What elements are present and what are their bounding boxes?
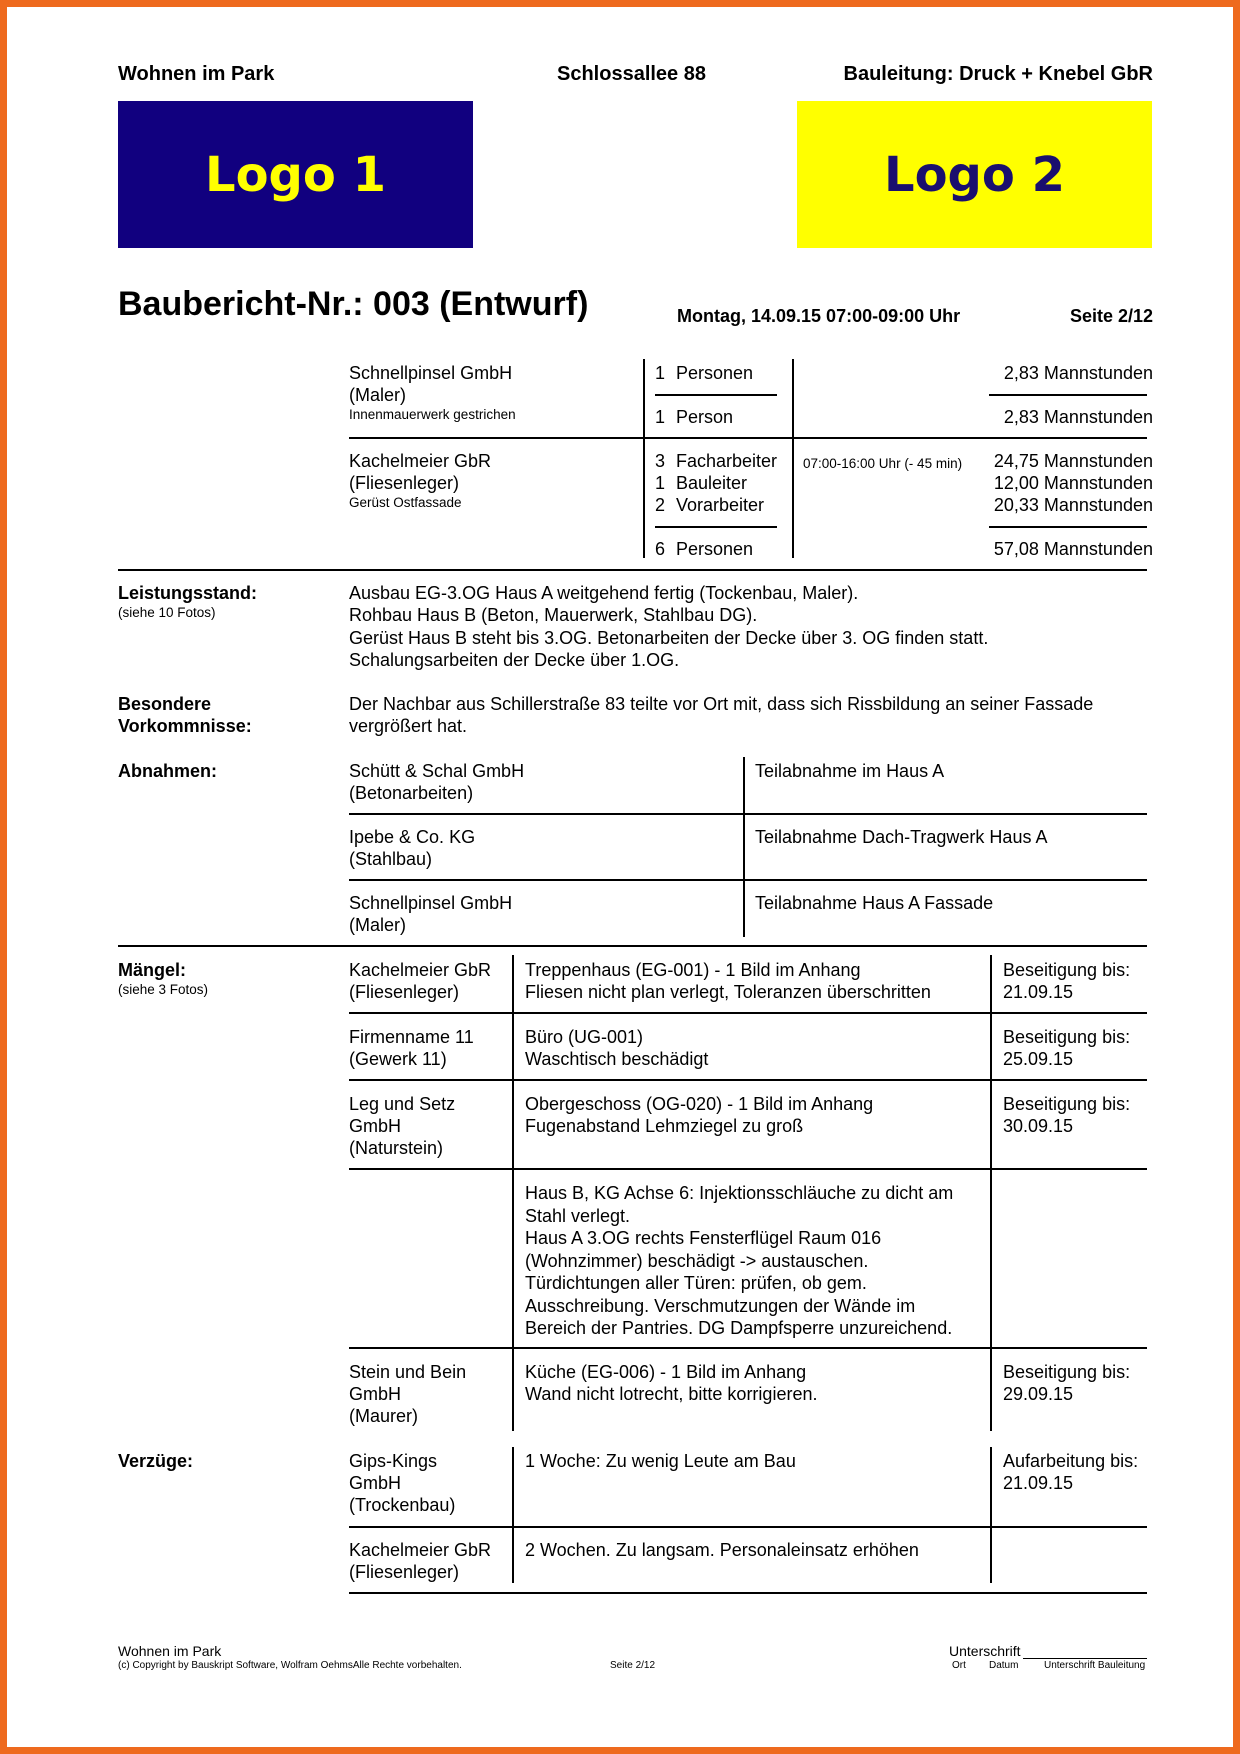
report-page-number: Seite 2/12 bbox=[1069, 306, 1153, 326]
defect-due-date: 29.09.15 bbox=[1003, 1384, 1074, 1404]
defect-location: Obergeschoss (OG-020) - 1 Bild im Anhang bbox=[525, 1094, 874, 1114]
defect-due-date: 30.09.15 bbox=[1003, 1116, 1074, 1136]
defect-due-label: Beseitigung bis: bbox=[1003, 1094, 1131, 1114]
divider bbox=[512, 1447, 514, 1583]
signature-label: Unterschrift bbox=[949, 1643, 1021, 1659]
divider bbox=[990, 1447, 992, 1583]
man-hours: 24,75 Mannstunden bbox=[993, 451, 1153, 471]
defect-location: Treppenhaus (EG-001) - 1 Bild im Anhang bbox=[525, 960, 861, 980]
acceptance-label: Abnahmen: bbox=[118, 761, 217, 781]
subtotal-rule bbox=[989, 394, 1147, 396]
company-trade: (Fliesenleger) bbox=[349, 473, 460, 493]
company-note: Innenmauerwerk gestrichen bbox=[349, 407, 516, 422]
defect-description: Waschtisch beschädigt bbox=[525, 1049, 709, 1069]
delay-due-label: Aufarbeitung bis: bbox=[1003, 1451, 1139, 1471]
progress-text: Rohbau Haus B (Beton, Mauerwerk, Stahlbau DG). bbox=[349, 605, 758, 625]
row-divider bbox=[349, 1012, 1147, 1014]
staff-role-total: Person bbox=[676, 407, 734, 427]
delay-due-date: 21.09.15 bbox=[1003, 1473, 1074, 1493]
defects-photos: (siehe 3 Fotos) bbox=[118, 982, 209, 997]
acceptance-text: Teilabnahme Haus A Fassade bbox=[755, 893, 994, 913]
defect-description: Stahl verlegt. bbox=[525, 1206, 631, 1226]
man-hours: 2,83 Mannstunden bbox=[1003, 363, 1153, 383]
defect-trade: (Maurer) bbox=[349, 1406, 419, 1426]
staff-count: 2 bbox=[655, 495, 666, 515]
incidents-text: Der Nachbar aus Schillerstraße 83 teilte vor Ort mit, dass sich Rissbildung an seiner Fassade bbox=[349, 694, 1094, 714]
progress-text: Gerüst Haus B steht bis 3.OG. Betonarbeiten der Decke über 3. OG finden statt. bbox=[349, 628, 989, 648]
defect-firm: Kachelmeier GbR bbox=[349, 960, 492, 980]
defect-firm: GmbH bbox=[349, 1384, 402, 1404]
footer-copyright: (c) Copyright by Bauskript Software, Wolfram OehmsAlle Rechte vorbehalten. bbox=[118, 1660, 462, 1671]
defect-description: (Wohnzimmer) beschädigt -> austauschen. bbox=[525, 1251, 869, 1271]
staff-count-total: 6 bbox=[655, 539, 666, 559]
delay-trade: (Fliesenleger) bbox=[349, 1562, 460, 1582]
delay-firm: GmbH bbox=[349, 1473, 402, 1493]
defect-description: Wand nicht lotrecht, bitte korrigieren. bbox=[525, 1384, 818, 1404]
defect-description: Ausschreibung. Verschmutzungen der Wände im bbox=[525, 1296, 916, 1316]
delays-label: Verzüge: bbox=[118, 1451, 194, 1471]
man-hours: 20,33 Mannstunden bbox=[993, 495, 1153, 515]
acceptance-trade: (Stahlbau) bbox=[349, 849, 433, 869]
staff-role: Vorarbeiter bbox=[676, 495, 765, 515]
staff-count: 3 bbox=[655, 451, 666, 471]
logo-2-text: Logo 2 bbox=[883, 146, 1065, 203]
subtotal-rule bbox=[655, 394, 777, 396]
report-datetime: Montag, 14.09.15 07:00-09:00 Uhr bbox=[677, 306, 961, 326]
defect-trade: (Fliesenleger) bbox=[349, 982, 460, 1002]
defect-description: Fugenabstand Lehmziegel zu groß bbox=[525, 1116, 804, 1136]
section-divider bbox=[118, 945, 1147, 947]
logo-1-text: Logo 1 bbox=[204, 146, 386, 203]
work-time: 07:00-16:00 Uhr (- 45 min) bbox=[803, 456, 963, 471]
defect-description: Haus B, KG Achse 6: Injektionsschläuche zu dicht am bbox=[525, 1183, 954, 1203]
defect-due-label: Beseitigung bis: bbox=[1003, 1027, 1131, 1047]
progress-text: Ausbau EG-3.OG Haus A weitgehend fertig (Tockenbau, Maler). bbox=[349, 583, 859, 603]
defect-trade: (Naturstein) bbox=[349, 1138, 444, 1158]
defect-due-date: 25.09.15 bbox=[1003, 1049, 1074, 1069]
staff-count-total: 1 bbox=[655, 407, 666, 427]
progress-label: Leistungsstand: bbox=[118, 583, 258, 603]
signature-place: Ort bbox=[952, 1660, 966, 1671]
signature-date: Datum bbox=[989, 1660, 1019, 1671]
row-divider bbox=[349, 1347, 1147, 1349]
signature-line bbox=[1023, 1658, 1147, 1659]
acceptance-trade: (Betonarbeiten) bbox=[349, 783, 474, 803]
defect-description: Bereich der Pantries. DG Dampfsperre unzureichend. bbox=[525, 1318, 953, 1338]
signature-role: Unterschrift Bauleitung bbox=[1044, 1660, 1146, 1671]
divider bbox=[512, 955, 514, 1431]
defect-description: Fliesen nicht plan verlegt, Toleranzen überschritten bbox=[525, 982, 931, 1002]
staff-role: Facharbeiter bbox=[676, 451, 778, 471]
project-name: Wohnen im Park bbox=[118, 63, 275, 85]
defect-location: Büro (UG-001) bbox=[525, 1027, 644, 1047]
report-title: Baubericht-Nr.: 003 (Entwurf) bbox=[118, 285, 589, 323]
staff-role: Bauleiter bbox=[676, 473, 748, 493]
logo-1 bbox=[118, 101, 473, 248]
defect-trade: (Gewerk 11) bbox=[349, 1049, 447, 1069]
defect-due-date: 21.09.15 bbox=[1003, 982, 1074, 1002]
row-divider bbox=[349, 813, 1147, 815]
progress-text: Schalungsarbeiten der Decke über 1.OG. bbox=[349, 650, 680, 670]
footer-project: Wohnen im Park bbox=[118, 1643, 222, 1659]
delay-description: 1 Woche: Zu wenig Leute am Bau bbox=[525, 1451, 796, 1471]
man-hours-total: 2,83 Mannstunden bbox=[1003, 407, 1153, 427]
company-trade: (Maler) bbox=[349, 385, 406, 405]
incidents-label: Vorkommnisse: bbox=[118, 716, 252, 736]
acceptance-firm: Ipebe & Co. KG bbox=[349, 827, 476, 847]
defect-firm: Firmenname 11 bbox=[349, 1027, 474, 1047]
row-divider bbox=[349, 879, 1147, 881]
staff-role-total: Personen bbox=[676, 539, 754, 559]
divider bbox=[990, 955, 992, 1431]
row-divider bbox=[349, 1526, 1147, 1528]
row-divider bbox=[349, 437, 1147, 439]
staff-count: 1 bbox=[655, 363, 666, 383]
incidents-label: Besondere bbox=[118, 694, 212, 714]
row-divider bbox=[349, 1079, 1147, 1081]
divider bbox=[792, 359, 794, 558]
delay-firm: Gips-Kings bbox=[349, 1451, 438, 1471]
defect-due-label: Beseitigung bis: bbox=[1003, 960, 1131, 980]
defect-firm: GmbH bbox=[349, 1116, 402, 1136]
site-management: Bauleitung: Druck + Knebel GbR bbox=[843, 63, 1153, 85]
defect-description: Türdichtungen aller Türen: prüfen, ob gem. bbox=[525, 1273, 867, 1293]
section-divider bbox=[118, 569, 1147, 571]
staff-count: 1 bbox=[655, 473, 666, 493]
man-hours-total: 57,08 Mannstunden bbox=[993, 539, 1153, 559]
footer-page: Seite 2/12 bbox=[610, 1660, 656, 1671]
acceptance-text: Teilabnahme Dach-Tragwerk Haus A bbox=[755, 827, 1048, 847]
defect-firm: Stein und Bein bbox=[349, 1362, 467, 1382]
progress-photos: (siehe 10 Fotos) bbox=[118, 605, 216, 620]
defects-label: Mängel: bbox=[118, 960, 187, 980]
acceptance-text: Teilabnahme im Haus A bbox=[755, 761, 945, 781]
project-address: Schlossallee 88 bbox=[557, 63, 706, 85]
row-divider bbox=[349, 1592, 1147, 1594]
row-divider bbox=[349, 1168, 1147, 1170]
man-hours: 12,00 Mannstunden bbox=[993, 473, 1153, 493]
divider bbox=[743, 757, 745, 937]
incidents-text: vergrößert hat. bbox=[349, 716, 468, 736]
subtotal-rule bbox=[989, 526, 1147, 528]
divider bbox=[643, 359, 645, 558]
delay-firm: Kachelmeier GbR bbox=[349, 1540, 492, 1560]
defect-due-label: Beseitigung bis: bbox=[1003, 1362, 1131, 1382]
acceptance-trade: (Maler) bbox=[349, 915, 406, 935]
subtotal-rule bbox=[655, 526, 777, 528]
staff-role: Personen bbox=[676, 363, 754, 383]
delay-trade: (Trockenbau) bbox=[349, 1495, 456, 1515]
acceptance-firm: Schütt & Schal GmbH bbox=[349, 761, 525, 781]
defect-firm: Leg und Setz bbox=[349, 1094, 456, 1114]
company-name: Schnellpinsel GmbH bbox=[349, 363, 513, 383]
defect-location: Küche (EG-006) - 1 Bild im Anhang bbox=[525, 1362, 807, 1382]
company-name: Kachelmeier GbR bbox=[349, 451, 492, 471]
company-note: Gerüst Ostfassade bbox=[349, 495, 462, 510]
acceptance-firm: Schnellpinsel GmbH bbox=[349, 893, 513, 913]
defect-description: Haus A 3.OG rechts Fensterflügel Raum 016 bbox=[525, 1228, 882, 1248]
delay-description: 2 Wochen. Zu langsam. Personaleinsatz erhöhen bbox=[525, 1540, 919, 1560]
logo-2 bbox=[797, 101, 1152, 248]
